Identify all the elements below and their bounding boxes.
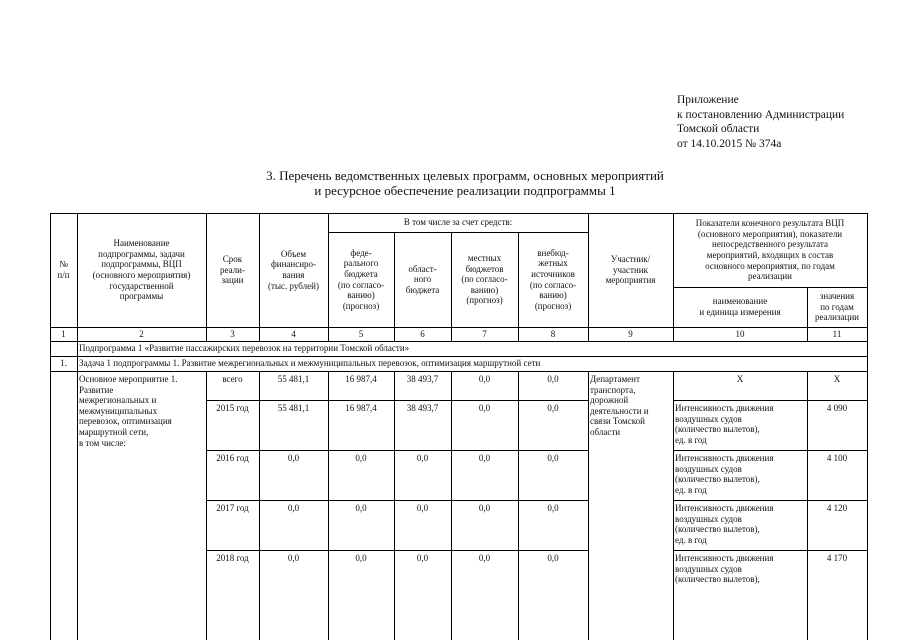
row-local: 0,0	[478, 503, 491, 513]
grid-line	[328, 213, 329, 341]
grid-line	[206, 500, 589, 501]
row-extra: 0,0	[547, 503, 559, 513]
grid-line	[77, 341, 78, 640]
grid-line	[673, 213, 674, 341]
row-volume: 0,0	[287, 453, 300, 463]
header-term: Срок реали- зации	[220, 254, 245, 286]
subprogram-row: Подпрограмма 1 «Развитие пассажирских перевозок на территории Томской области»	[79, 343, 410, 353]
column-number: 3	[230, 329, 235, 339]
grid-line	[588, 371, 589, 640]
column-number: 9	[628, 329, 633, 339]
column-number: 1	[61, 329, 66, 339]
grid-line	[673, 400, 868, 401]
row-regional: 0,0	[416, 503, 429, 513]
header-participant: Участник/ участник мероприятия	[605, 254, 656, 286]
row-indicator: Интенсивность движения воздушных судов (количество вылетов),	[675, 553, 774, 585]
grid-line	[673, 371, 674, 640]
row-volume: 0,0	[287, 553, 300, 563]
header-indicator-values: значения по годам реализации	[815, 291, 859, 323]
row-value: Х	[833, 374, 841, 384]
document-title	[0, 168, 905, 198]
grid-line	[394, 232, 395, 341]
row-federal: 16 987,4	[345, 403, 377, 413]
row-term: 2016 год	[216, 453, 249, 463]
grid-line	[77, 213, 78, 341]
grid-line	[328, 371, 329, 640]
grid-line	[518, 371, 519, 640]
grid-line	[50, 327, 868, 328]
header-indicators-group: Показатели конечного результата ВЦП (основного мероприятия), показатели непосредственного результата мероприятий, входящих в состав основного мероприятия, по годам реализации	[695, 218, 845, 282]
appendix-block	[677, 93, 844, 151]
row-extra: 0,0	[547, 403, 559, 413]
row-regional: 0,0	[416, 553, 429, 563]
row-volume: 0,0	[287, 503, 300, 513]
column-number: 11	[832, 329, 842, 339]
row-term: 2015 год	[216, 403, 249, 413]
row-value: 4 120	[826, 503, 848, 513]
title-line: и ресурсное обеспечение реализации подпрограммы 1	[314, 183, 616, 198]
column-number: 4	[291, 329, 296, 339]
column-number: 7	[482, 329, 487, 339]
grid-line	[259, 371, 260, 640]
participant-name: Департамент транспорта, дорожной деятельности и связи Томской области	[590, 374, 649, 437]
appendix-line: Приложение	[677, 94, 739, 106]
row-indicator: Х	[736, 374, 744, 384]
header-regional: област- ного бюджета	[405, 263, 440, 295]
row-extra: 0,0	[547, 453, 559, 463]
column-number: 5	[358, 329, 364, 339]
grid-line	[588, 213, 589, 341]
row-indicator: Интенсивность движения воздушных судов (количество вылетов), ед. в год	[675, 453, 774, 495]
row-regional: 38 493,7	[406, 374, 439, 384]
grid-line	[50, 213, 51, 640]
grid-line	[259, 213, 260, 341]
row-term: 2018 год	[216, 553, 249, 563]
grid-line	[451, 371, 452, 640]
grid-line	[50, 371, 868, 372]
grid-line	[673, 450, 868, 451]
appendix-line: Томской области	[677, 123, 760, 135]
grid-line	[206, 213, 207, 341]
row-indicator: Интенсивность движения воздушных судов (количество вылетов), ед. в год	[675, 403, 774, 445]
grid-line	[50, 341, 868, 342]
header-federal: феде- рального бюджета (по согласо- ванию) (прогноз)	[337, 247, 385, 311]
grid-line	[867, 213, 868, 640]
column-number: 10	[735, 329, 745, 339]
row-term: 2017 год	[216, 503, 249, 513]
task-number: 1.	[60, 358, 67, 368]
header-num: № п/п	[57, 259, 70, 280]
row-regional: 0,0	[416, 453, 429, 463]
grid-line	[451, 232, 452, 341]
grid-line	[518, 232, 519, 341]
row-local: 0,0	[478, 453, 491, 463]
column-number: 2	[139, 329, 144, 339]
grid-line	[394, 371, 395, 640]
grid-line	[206, 400, 589, 401]
row-federal: 0,0	[355, 553, 367, 563]
appendix-line: от 14.10.2015 № 374а	[677, 137, 782, 150]
row-value: 4 090	[826, 403, 848, 413]
grid-line	[206, 371, 207, 640]
row-volume: 55 481,1	[277, 374, 310, 384]
grid-line	[673, 500, 868, 501]
row-extra: 0,0	[547, 553, 559, 563]
main-activity-name: Основное мероприятие 1. Развитие межрегиональных и межмуниципальных перевозок, оптимизация маршрутной сети, в том числе:	[79, 374, 178, 448]
row-federal: 0,0	[355, 503, 367, 513]
row-value: 4 170	[826, 553, 848, 563]
row-local: 0,0	[478, 403, 491, 413]
row-regional: 38 493,7	[406, 403, 439, 413]
row-indicator: Интенсивность движения воздушных судов (количество вылетов), ед. в год	[675, 503, 774, 545]
column-number: 6	[420, 329, 425, 339]
header-local: местных бюджетов (по согласо- ванию) (прогноз)	[461, 253, 508, 306]
row-local: 0,0	[478, 374, 491, 384]
header-volume: Объем финансиро- вания (тыс. рублей)	[268, 248, 319, 291]
header-indicator-name: наименование и единица измерения	[699, 296, 781, 317]
grid-line	[673, 550, 868, 551]
row-value: 4 100	[826, 453, 848, 463]
grid-line	[206, 450, 589, 451]
grid-line	[206, 550, 589, 551]
row-term: всего	[222, 374, 243, 384]
row-extra: 0,0	[547, 374, 559, 384]
appendix-line: к постановлению Администрации	[677, 108, 845, 121]
header-extra: внебюд- жетных источников (по согласо- ванию) (прогноз)	[529, 247, 577, 311]
row-volume: 55 481,1	[277, 403, 310, 413]
header-sources-group: В том числе за счет средств:	[403, 217, 513, 228]
header-name: Наименование подпрограммы, задачи подпрограммы, ВЦП (основного мероприятия) государственной программы	[92, 238, 191, 302]
grid-line	[807, 371, 808, 640]
task-row: Задача 1 подпрограммы 1. Развитие межрегиональных и межмуниципальных перевозок, оптимизация маршрутной сети	[79, 358, 541, 368]
grid-line	[807, 287, 808, 341]
column-number: 8	[550, 329, 556, 339]
row-federal: 16 987,4	[345, 374, 377, 384]
grid-line	[50, 356, 868, 357]
row-federal: 0,0	[355, 453, 367, 463]
row-local: 0,0	[478, 553, 491, 563]
title-line: 3. Перечень ведомственных целевых программ, основных мероприятий	[266, 168, 664, 183]
